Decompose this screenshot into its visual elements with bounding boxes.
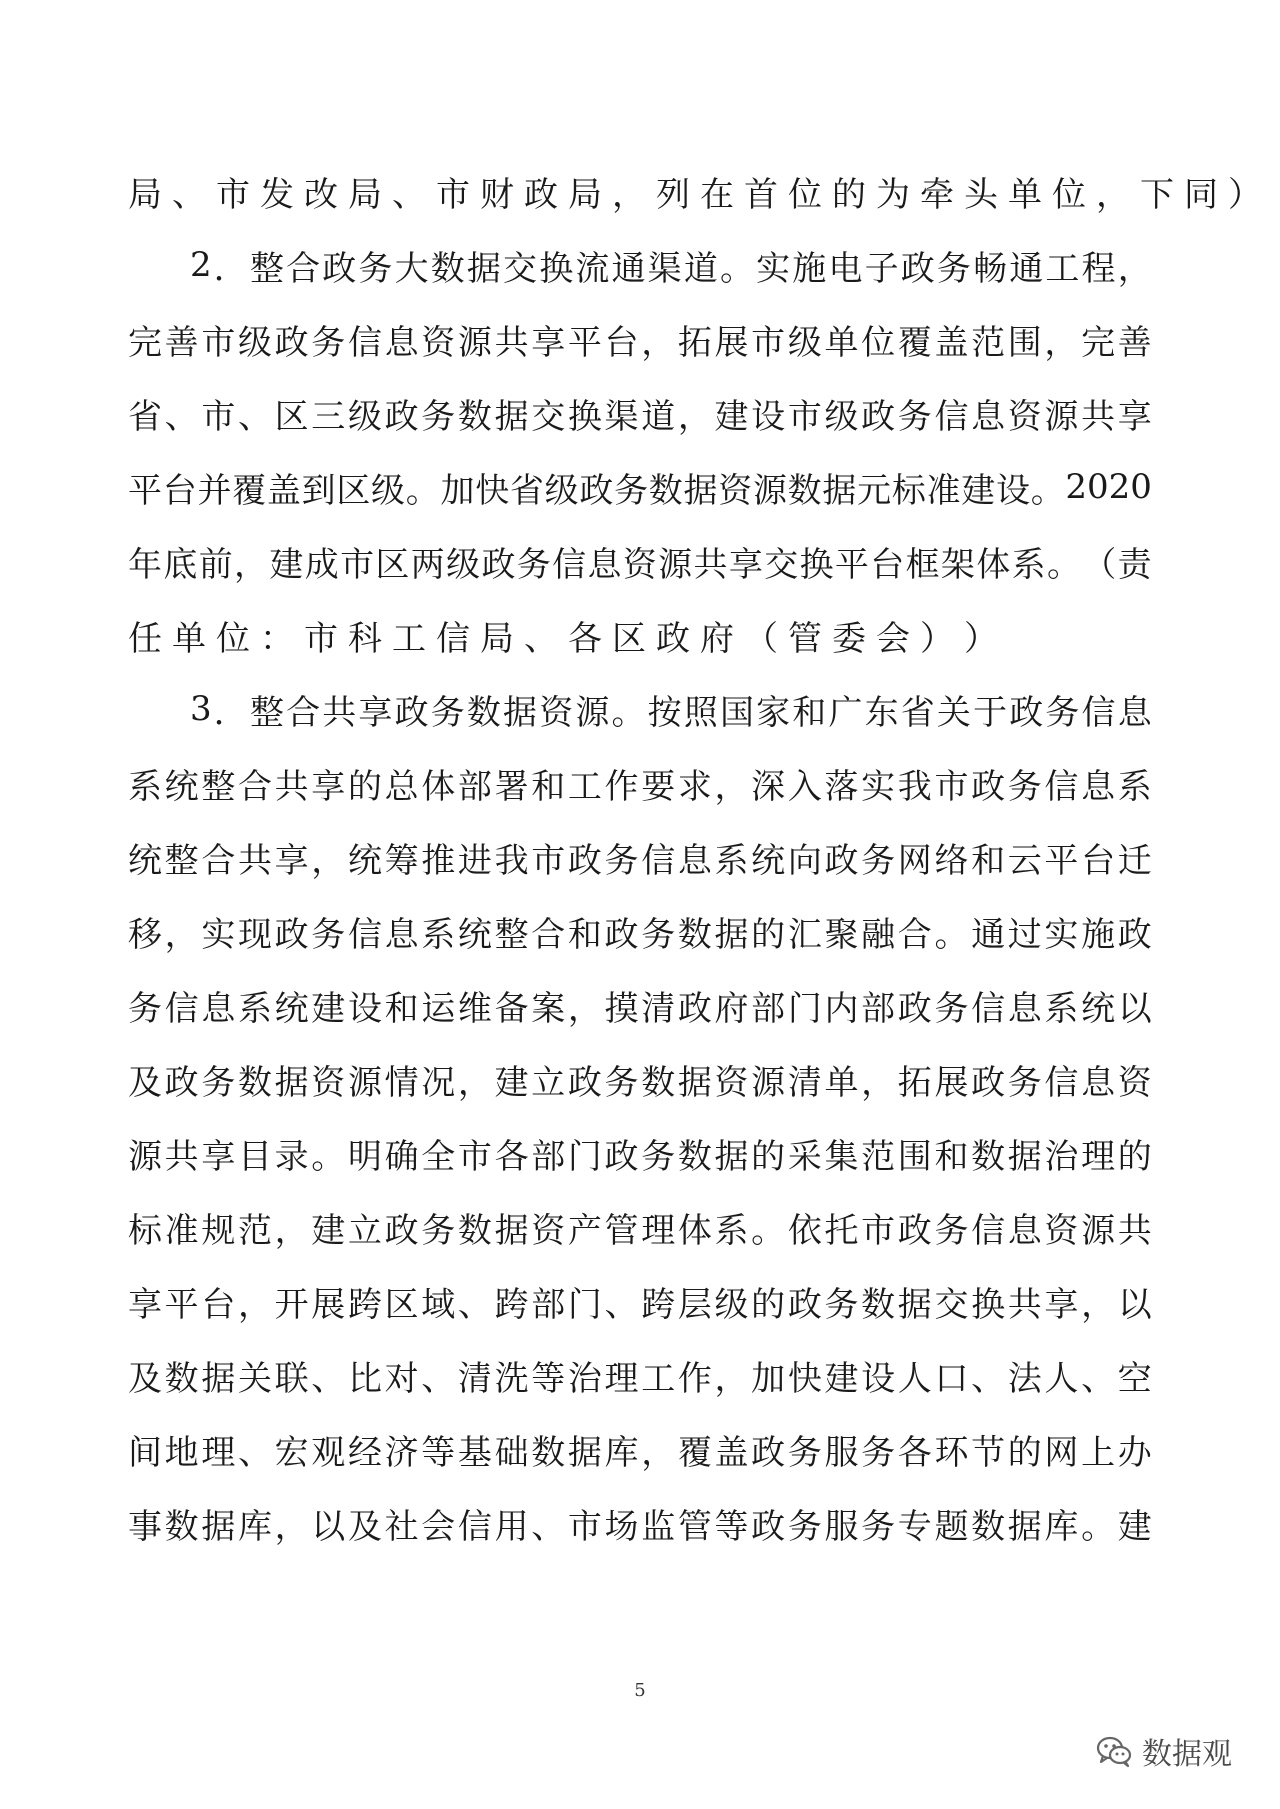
page-number: 5 (634, 1680, 646, 1701)
text-line: 务 信 息 系 统 建 设 和 运 维 备 案 ， 摸 清 政 府 部 门 内 部 政 务 信 息 系 统 以 (128, 988, 1152, 1029)
text-line: 间 地 理 、 宏 观 经 济 等 基 础 数 据 库 ， 覆 盖 政 务 服 务 各 环 节 的 网 上 办 (128, 1432, 1152, 1473)
text-line: 年 底 前 ， 建 成 市 区 两 级 政 务 信 息 资 源 共 享 交 换 平 台 框 架 体 系 。 （ 责 (128, 544, 1152, 585)
text-line: 享 平 台 ， 开 展 跨 区 域 、 跨 部 门 、 跨 层 级 的 政 务 数 据 交 换 共 享 ， 以 (128, 1284, 1152, 1325)
text-line: 局 、 市 发 改 局 、 市 财 政 局 ， 列 在 首 位 的 为 牵 头 单 位 ， 下 同 ） (128, 174, 1262, 215)
text-line: 事 数 据 库 ， 以 及 社 会 信 用 、 市 场 监 管 等 政 务 服 务 专 题 数 据 库 。 建 (128, 1506, 1152, 1547)
body-text (128, 168, 1262, 1574)
text-line: 任 单 位 ： 市 科 工 信 局 、 各 区 政 府 （ 管 委 会 ） ） (128, 618, 998, 659)
text-line: 移 ， 实 现 政 务 信 息 系 统 整 合 和 政 务 数 据 的 汇 聚 融 合 。 通 过 实 施 政 (128, 914, 1152, 955)
text-line: 系 统 整 合 共 享 的 总 体 部 署 和 工 作 要 求 ， 深 入 落 实 我 市 政 务 信 息 系 (128, 766, 1152, 807)
watermark (1094, 1729, 1232, 1773)
text-line: 标 准 规 范 ， 建 立 政 务 数 据 资 产 管 理 体 系 。 依 托 市 政 务 信 息 资 源 共 (128, 1210, 1152, 1251)
text-line: 统 整 合 共 享 ， 统 筹 推 进 我 市 政 务 信 息 系 统 向 政 务 网 络 和 云 平 台 迁 (128, 840, 1152, 881)
text-line: 完 善 市 级 政 务 信 息 资 源 共 享 平 台 ， 拓 展 市 级 单 位 覆 盖 范 围 ， 完 善 (128, 322, 1152, 363)
wechat-icon (1094, 1731, 1134, 1771)
text-line: 源 共 享 目 录 。 明 确 全 市 各 部 门 政 务 数 据 的 采 集 范 围 和 数 据 治 理 的 (128, 1136, 1152, 1177)
watermark-text: 数据观 (1142, 1737, 1232, 1772)
text-line: 及 数 据 关 联 、 比 对 、 清 洗 等 治 理 工 作 ， 加 快 建 设 人 口 、 法 人 、 空 (128, 1358, 1152, 1399)
text-line: 及 政 务 数 据 资 源 情 况 ， 建 立 政 务 数 据 资 源 清 单 ， 拓 展 政 务 信 息 资 (128, 1062, 1152, 1103)
text-line: 3 ． 整 合 共 享 政 务 数 据 资 源 。 按 照 国 家 和 广 东 省 关 于 政 务 信 息 (190, 689, 1152, 733)
text-line: 平 台 并 覆 盖 到 区 级 。 加 快 省 级 政 务 数 据 资 源 数 据 元 标 准 建 设 。 2020 (128, 467, 1152, 511)
text-line: 省 、 市 、 区 三 级 政 务 数 据 交 换 渠 道 ， 建 设 市 级 政 务 信 息 资 源 共 享 (128, 396, 1152, 437)
text-line: 2 ． 整 合 政 务 大 数 据 交 换 流 通 渠 道 。 实 施 电 子 政 务 畅 通 工 程 ， (190, 245, 1152, 289)
